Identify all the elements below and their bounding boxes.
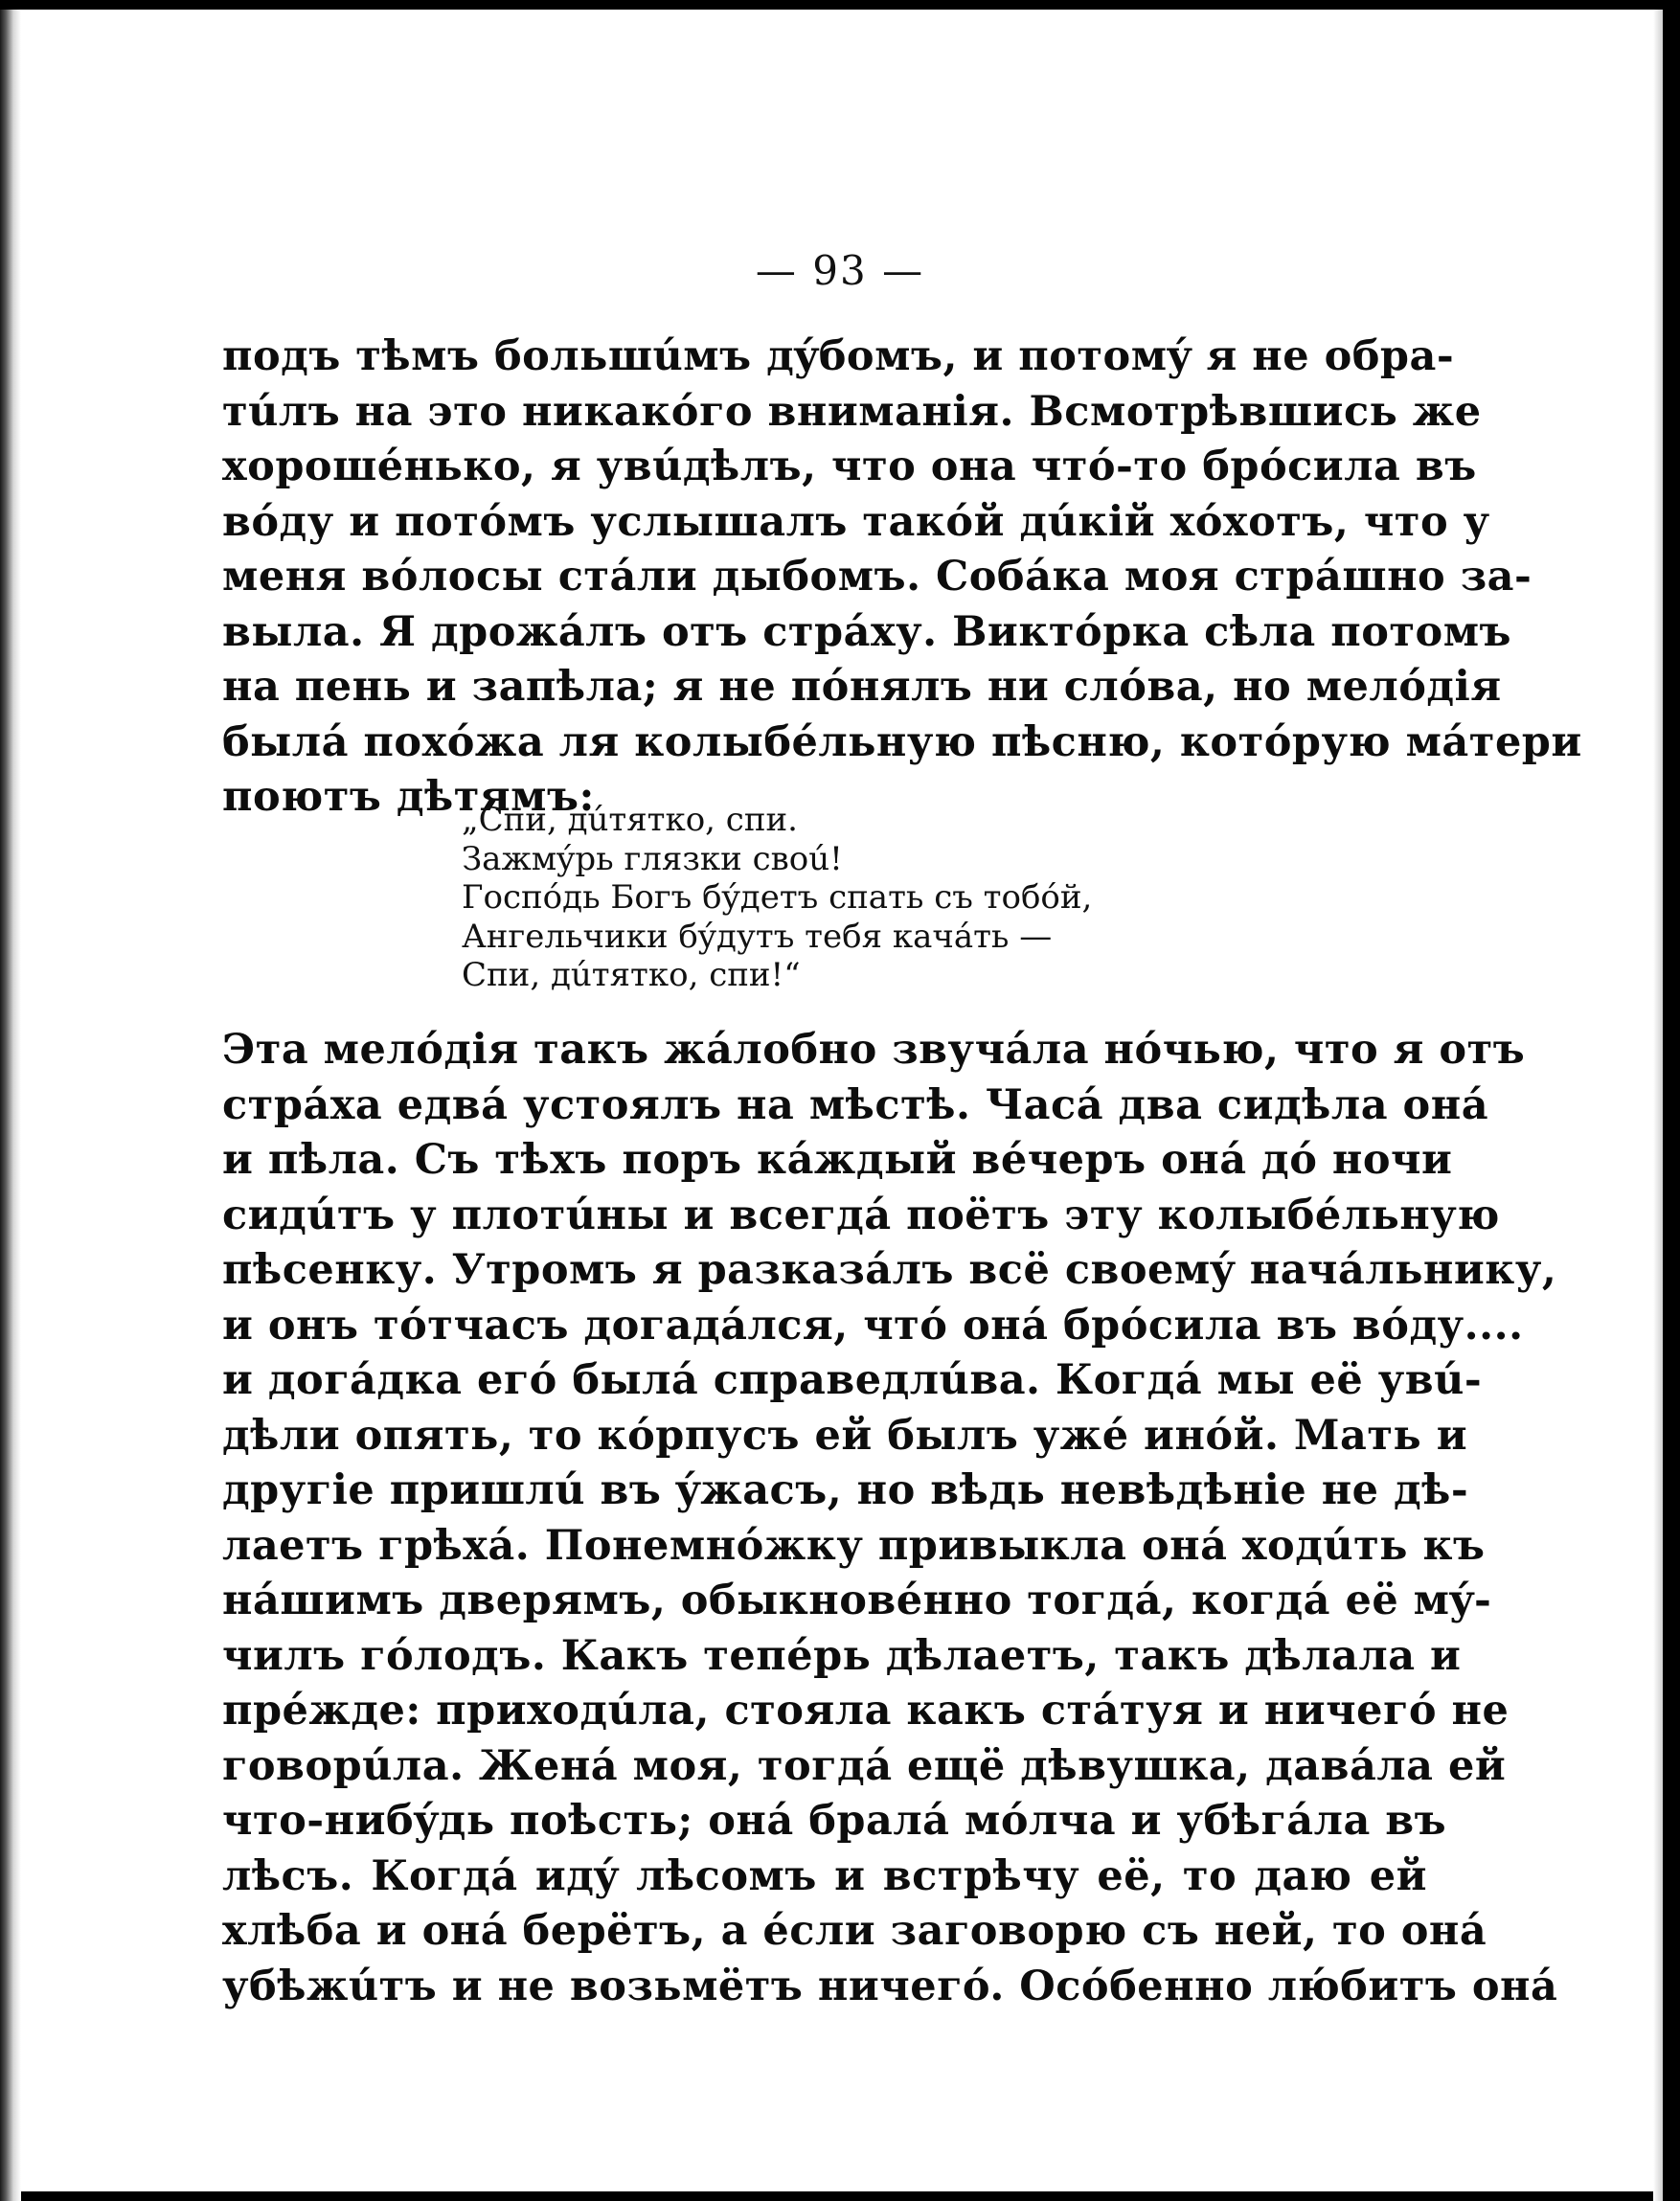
page-number: — 93 — bbox=[755, 247, 925, 294]
verse-line: Госпóдь Богъ бýдетъ спать съ тобóй, bbox=[462, 878, 1093, 917]
text-line: и пѣла. Съ тѣхъ поръ кáждый вéчеръ онá дó ночи bbox=[222, 1136, 1453, 1184]
text-line: говорúла. Женá моя, тогдá ещё дѣвушка, давáла ей bbox=[222, 1741, 1507, 1790]
text-line: чилъ гóлодъ. Какъ тепéрь дѣлаетъ, такъ дѣлала и bbox=[222, 1631, 1462, 1680]
text-line: другіе пришлú въ ýжасъ, но вѣдь невѣдѣніе не дѣ- bbox=[222, 1466, 1469, 1514]
paragraph-2 bbox=[222, 1023, 1558, 2014]
text-line: и догáдка егó былá справедлúва. Когдá мы её увú- bbox=[222, 1356, 1483, 1404]
text-line: тúлъ на это никакóго вниманія. Всмотрѣвшись же bbox=[222, 387, 1482, 436]
text-line: лѣсъ. Когдá идý лѣсомъ и встрѣчу её, то даю ей bbox=[222, 1851, 1427, 1900]
text-line: вóду и потóмъ услышалъ такóй дúкій хóхотъ, что у bbox=[222, 497, 1490, 546]
text-line: меня вóлосы стáли дыбомъ. Собáка моя стрáшно за- bbox=[222, 553, 1532, 601]
paragraph-1 bbox=[222, 329, 1582, 826]
verse-lullaby bbox=[462, 801, 1092, 995]
text-line: подъ тѣмъ большúмъ дýбомъ, и потомý я не обра- bbox=[222, 332, 1455, 380]
page-left-edge-shadow bbox=[0, 10, 21, 2201]
text-line: выла. Я дрожáлъ отъ стрáху. Виктóрка сѣла потомъ bbox=[222, 607, 1512, 656]
text-line: хлѣба и онá берётъ, а éсли заговорю съ ней, то онá bbox=[222, 1907, 1487, 1955]
text-line: Эта мелóдія такъ жáлобно звучáла нóчью, что я отъ bbox=[222, 1026, 1526, 1074]
text-line: стрáха едвá устоялъ на мѣстѣ. Часá два сидѣла онá bbox=[222, 1080, 1489, 1129]
page-right-edge-shadow bbox=[1653, 10, 1663, 2201]
text-line: прéжде: приходúла, стояла какъ стáтуя и ничегó не bbox=[222, 1687, 1510, 1735]
book-page bbox=[0, 10, 1680, 2191]
verse-line: Зажмýрь глязки своú! bbox=[462, 839, 843, 878]
text-line: сидúтъ у плотúны и всегдá поётъ эту колыбéльную bbox=[222, 1191, 1500, 1239]
text-line: поютъ дѣтямъ: bbox=[222, 773, 595, 821]
verse-line: Ангельчики бýдутъ тебя качáть — bbox=[462, 917, 1053, 956]
text-line: былá похóжа ля колыбéльную пѣсню, котóрую мáтери bbox=[222, 717, 1582, 766]
text-line: дѣли опять, то кóрпусъ ей былъ ужé инóй. Мать и bbox=[222, 1411, 1468, 1460]
page-right-border bbox=[1663, 10, 1680, 2201]
text-line: убѣжúтъ и не возьмётъ ничегó. Осóбенно лю́битъ онá bbox=[222, 1962, 1558, 2010]
verse-line: Спи, дúтятко, спи!“ bbox=[462, 956, 801, 994]
text-line: что-нибýдь поѣсть; онá бралá мóлча и убѣгáла въ bbox=[222, 1797, 1447, 1845]
verse-line: „Спи, дúтятко, спи. bbox=[462, 801, 798, 839]
text-line: хорошéнько, я увúдѣлъ, что она чтó-то брóсила въ bbox=[222, 442, 1477, 490]
text-line: нáшимъ дверямъ, обыкновéнно тогдá, когдá её мý- bbox=[222, 1577, 1492, 1624]
text-line: на пень и запѣла; я не пóнялъ ни слóва, но мелóдія bbox=[222, 663, 1502, 711]
text-line: пѣсенку. Утромъ я разказáлъ всё своемý начáльнику, bbox=[222, 1246, 1557, 1294]
text-line: лаетъ грѣхá. Понемнóжку привыкла онá ходúть къ bbox=[222, 1521, 1486, 1570]
text-line: и онъ тóтчасъ догадáлся, чтó онá брóсила въ вóду.... bbox=[222, 1301, 1524, 1350]
